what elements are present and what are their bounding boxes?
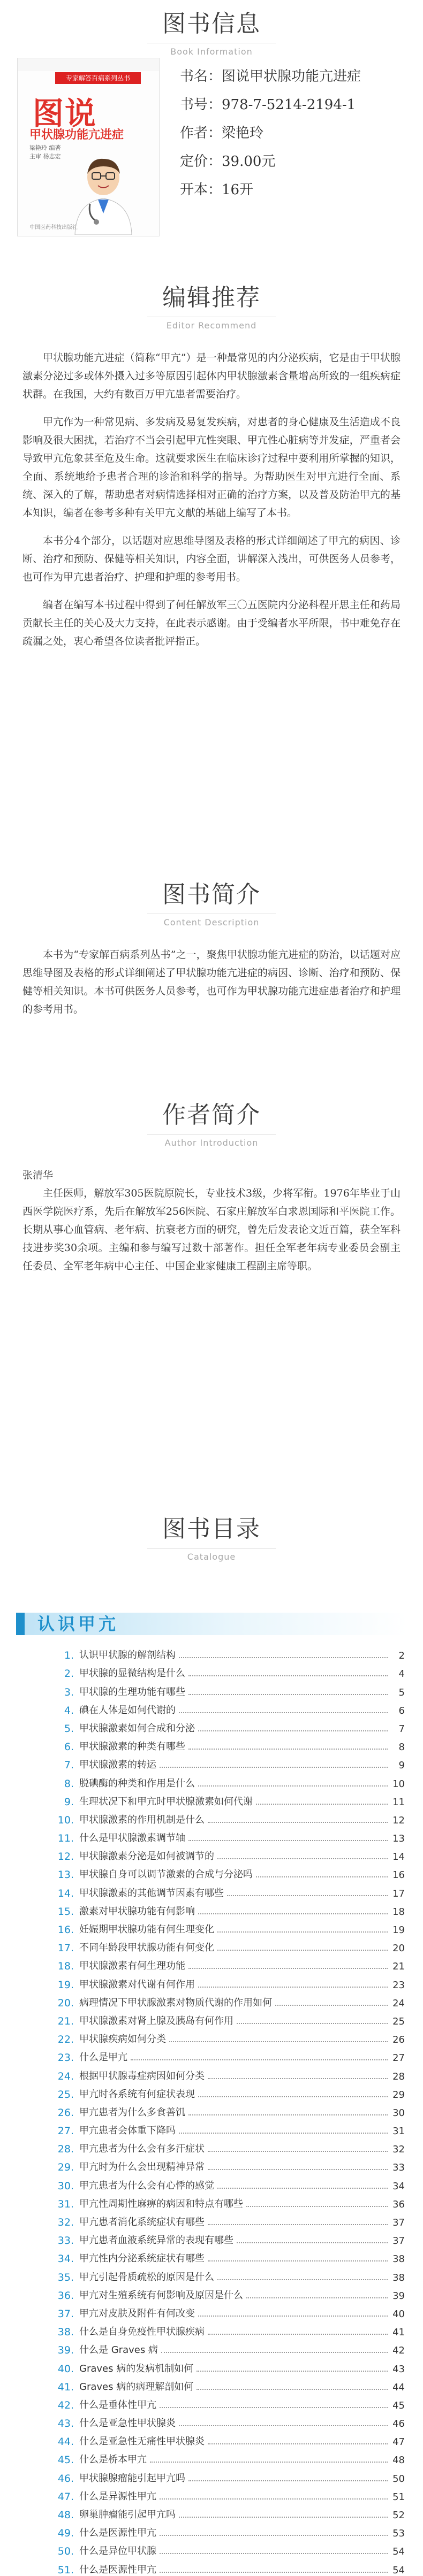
item-title: 甲状腺的生理功能有哪些 xyxy=(79,1686,185,1698)
book-isbn: 书号：978-7-5214-2194-1 xyxy=(180,97,356,113)
item-page: 6 xyxy=(398,1705,405,1716)
cover-publisher: 中国医药科技出版社 xyxy=(29,225,78,231)
item-number: 36. xyxy=(57,2289,74,2302)
dot-leader xyxy=(217,1931,388,1933)
item-number: 7. xyxy=(64,1759,74,1772)
dot-leader xyxy=(197,2371,388,2372)
dot-leader xyxy=(169,2041,388,2042)
catalogue-item xyxy=(51,1972,405,1990)
section-subtitle: Book Information xyxy=(147,43,276,57)
item-number: 2. xyxy=(64,1668,74,1680)
editor-section xyxy=(0,278,423,650)
catalogue-item xyxy=(51,1790,405,1808)
item-page: 43 xyxy=(392,2363,405,2375)
book-author: 作者：梁艳玲 xyxy=(180,125,264,141)
item-page: 48 xyxy=(392,2455,405,2466)
dot-leader xyxy=(227,1895,388,1896)
item-title: 甲亢性周期性麻痹的病因和特点有哪些 xyxy=(79,2198,243,2210)
item-number: 29. xyxy=(57,2161,74,2174)
item-page: 27 xyxy=(392,2052,405,2064)
item-page: 11 xyxy=(392,1796,405,1808)
catalogue-item xyxy=(51,2557,405,2575)
item-title: 甲状腺疾病如何分类 xyxy=(79,2034,166,2045)
dot-leader xyxy=(208,2151,388,2152)
author-paragraph: 主任医师，解放军305医院原院长，专业技术3级，少将军衔。1976年毕业于山西医学院医疗系，先后在解放军256医院、石家庄解放军白求恩国际和平医院工作。长期从事心血管病、老年病、抗衰老方面的研究，曾先后发表论文近百篇，获全军科技进步奖30余项。主编和参与编写过数十部著作。担任全军老年病专业委员会副主任委员、全军老年病中心主任、中国企业家健康工程副主席等职。 xyxy=(22,1187,401,1272)
item-page: 52 xyxy=(392,2510,405,2521)
item-number: 37. xyxy=(57,2307,74,2320)
item-title: 甲状腺腺瘤能引起甲亢吗 xyxy=(79,2472,185,2484)
catalogue-item xyxy=(51,2466,405,2484)
item-title: 甲亢患者为什么会有心悸的感觉 xyxy=(79,2180,214,2191)
dot-leader xyxy=(256,1876,388,1877)
dot-leader xyxy=(179,2133,388,2134)
item-number: 22. xyxy=(57,2034,74,2046)
item-number: 8. xyxy=(64,1777,74,1790)
item-title: 甲状腺激素对肾上腺及胰岛有何作用 xyxy=(79,2015,233,2027)
item-page: 9 xyxy=(398,1760,405,1772)
dot-leader xyxy=(208,1822,388,1823)
catalogue-item xyxy=(51,1808,405,1826)
item-title: Graves 病的发病机制如何 xyxy=(79,2363,194,2374)
catalogue-item xyxy=(51,1918,405,1936)
item-number: 45. xyxy=(57,2454,74,2466)
item-title: 甲亢患者血液系统异常的表现有哪些 xyxy=(79,2235,233,2247)
item-number: 16. xyxy=(57,1924,74,1936)
item-number: 17. xyxy=(57,1942,74,1954)
item-page: 34 xyxy=(392,2180,405,2192)
item-title: Graves 病的病理解剖如何 xyxy=(79,2381,194,2393)
item-page: 46 xyxy=(392,2418,405,2430)
item-number: 48. xyxy=(57,2509,74,2521)
catalogue-item xyxy=(51,2265,405,2283)
catalogue-item xyxy=(51,2027,405,2045)
catalogue-item xyxy=(51,2137,405,2155)
item-title: 什么是亚急性无痛性甲状腺炎 xyxy=(79,2436,205,2448)
item-title: 什么是医源性甲亢 xyxy=(79,2564,156,2575)
item-page: 24 xyxy=(392,1997,405,2009)
item-title: 甲亢时为什么会出现精神异常 xyxy=(79,2161,205,2173)
item-number: 23. xyxy=(57,2052,74,2064)
dot-leader xyxy=(161,2352,388,2353)
editor-paragraph: 甲亢作为一种常见病、多发病及易复发疾病，对患者的身心健康及生活造成不良影响及很大困扰，若治疗不当会引起甲亢性突眼、甲亢性心脏病等并发症，严重者会导致甲亢危象甚至危及生命。这就要求医生在临床诊疗过程中要利用所掌握的知识，全面、系统地给予患者合理的诊治和科学的指导。为帮助医生对甲亢进行全面、系统、深入的了解，帮助患者对病情选择相对正确的治疗方案，以及普及防治甲亢的基本知识，编者在参考多种有关甲亢文献的基础上编写了本书。 xyxy=(22,416,401,519)
cover-big-title: 图说 xyxy=(33,95,97,132)
cover-author-line: 梁艳玲 编著 xyxy=(29,144,61,151)
item-number: 51. xyxy=(57,2564,74,2576)
editor-paragraph: 甲状腺功能亢进症（简称“甲亢”）是一种最常见的内分泌疾病，它是由于甲状腺激素分泌过多或体外摄入过多等原因引起体内甲状腺激素含量增高所致的一组疾病症状群。在我国，大约有数百万甲亢患者需要治疗。 xyxy=(22,352,401,400)
dot-leader xyxy=(198,1785,388,1787)
item-number: 33. xyxy=(57,2235,74,2247)
item-page: 26 xyxy=(392,2034,405,2046)
item-title: 甲状腺自身可以调节激素的合成与分泌吗 xyxy=(79,1869,253,1881)
cover-author xyxy=(29,144,61,161)
item-title: 什么是 Graves 病 xyxy=(79,2344,158,2356)
item-title: 甲亢患者消化系统症状有哪些 xyxy=(79,2217,205,2228)
item-number: 49. xyxy=(57,2527,74,2540)
dot-leader xyxy=(208,2260,388,2261)
catalogue-item xyxy=(51,1899,405,1918)
item-number: 43. xyxy=(57,2418,74,2430)
item-number: 11. xyxy=(57,1833,74,1845)
dot-leader xyxy=(179,2425,388,2426)
book-info-list xyxy=(180,65,361,207)
section-subtitle: Content Description xyxy=(147,914,276,927)
section-title: 图书目录 xyxy=(162,1515,261,1543)
item-title: 什么是医源性甲亢 xyxy=(79,2527,156,2539)
item-page: 47 xyxy=(392,2436,405,2448)
dot-leader xyxy=(131,2059,388,2060)
section-subtitle: Author Introduction xyxy=(147,1134,276,1148)
section-title: 作者简介 xyxy=(162,1101,261,1129)
catalogue-item xyxy=(51,2485,405,2503)
item-title: 生理状况下和甲亢时甲状腺激素如何代谢 xyxy=(79,1796,253,1807)
item-number: 27. xyxy=(57,2125,74,2137)
item-number: 1. xyxy=(64,1650,74,1662)
section-subtitle: Catalogue xyxy=(147,1548,276,1562)
item-title: 根据甲状腺毒症病因如何分类 xyxy=(79,2070,205,2082)
item-page: 39 xyxy=(392,2290,405,2302)
item-number: 44. xyxy=(57,2436,74,2448)
dot-leader xyxy=(217,2188,388,2189)
content-paragraph: 本书为“专家解百病系列丛书”之一，聚焦甲状腺功能亢进症的防治，以话题对应思维导图及表格的形式详细阐述了甲状腺功能亢进症的病因、诊断、治疗和预防、保健等相关知识。本书可供医务人员参考，也可作为甲状腺功能亢进症患者治疗和护理的参考用书。 xyxy=(22,949,401,1015)
dot-leader xyxy=(208,2224,388,2225)
catalogue-item xyxy=(51,1936,405,1954)
book-name: 书名：图说甲状腺功能亢进症 xyxy=(180,68,361,85)
item-title: 甲状腺激素的转运 xyxy=(79,1759,156,1771)
dot-leader xyxy=(160,2407,388,2408)
item-number: 5. xyxy=(64,1722,74,1735)
item-page: 10 xyxy=(392,1778,405,1790)
item-title: 认识甲状腺的解剖结构 xyxy=(79,1650,176,1661)
dot-leader xyxy=(237,2242,388,2243)
item-number: 50. xyxy=(57,2546,74,2558)
dot-leader xyxy=(246,2206,388,2207)
dot-leader xyxy=(188,2114,388,2115)
item-title: 甲亢时各系统有何症状表现 xyxy=(79,2088,195,2100)
item-title: 碘在人体是如何代谢的 xyxy=(79,1704,176,1716)
item-number: 46. xyxy=(57,2472,74,2485)
item-title: 什么是垂体性甲亢 xyxy=(79,2399,156,2411)
dot-leader xyxy=(208,2334,388,2335)
item-title: 什么是亚急性甲状腺炎 xyxy=(79,2418,176,2429)
item-number: 42. xyxy=(57,2399,74,2411)
item-page: 31 xyxy=(392,2126,405,2137)
cover-topbar xyxy=(18,58,159,71)
item-page: 51 xyxy=(392,2491,405,2503)
dot-leader xyxy=(160,2535,388,2536)
catalogue-item xyxy=(51,2320,405,2338)
item-number: 6. xyxy=(64,1741,74,1753)
dot-leader xyxy=(198,2316,388,2317)
catalogue-item xyxy=(51,2393,405,2411)
item-number: 15. xyxy=(57,1905,74,1918)
item-number: 10. xyxy=(57,1814,74,1826)
catalogue-item xyxy=(51,2192,405,2210)
item-page: 54 xyxy=(392,2564,405,2576)
item-page: 28 xyxy=(392,2071,405,2082)
item-page: 12 xyxy=(392,1814,405,1826)
item-title: 什么是甲亢 xyxy=(79,2052,127,2064)
item-page: 13 xyxy=(392,1833,405,1845)
item-number: 41. xyxy=(57,2381,74,2393)
catalogue-item xyxy=(51,2338,405,2356)
dot-leader xyxy=(208,2078,388,2079)
item-title: 甲状腺激素的其他调节因素有哪些 xyxy=(79,1887,224,1899)
catalogue-item xyxy=(51,2356,405,2374)
item-number: 47. xyxy=(57,2490,74,2503)
item-title: 什么是异位甲状腺 xyxy=(79,2546,156,2557)
catalogue-item xyxy=(51,2155,405,2173)
item-page: 29 xyxy=(392,2089,405,2100)
item-title: 什么是桥本甲亢 xyxy=(79,2454,147,2466)
catalogue-part-title: 认识甲亢 xyxy=(37,1614,119,1634)
dot-leader xyxy=(246,2297,388,2298)
dot-leader xyxy=(208,2443,388,2444)
dot-leader xyxy=(179,1712,388,1713)
book-format: 开本：16开 xyxy=(180,182,254,198)
catalogue-item xyxy=(51,2283,405,2302)
dot-leader xyxy=(150,2462,388,2463)
item-number: 38. xyxy=(57,2326,74,2339)
catalogue-part-band xyxy=(16,1613,407,1635)
item-number: 4. xyxy=(64,1704,74,1716)
section-title: 图书简介 xyxy=(162,881,261,908)
item-page: 54 xyxy=(392,2546,405,2558)
item-title: 什么是自身免疫性甲状腺疾病 xyxy=(79,2326,205,2338)
item-title: 卵巢肿瘤能引起甲亢吗 xyxy=(79,2509,176,2520)
item-number: 21. xyxy=(57,2015,74,2027)
catalogue-item xyxy=(51,2045,405,2064)
catalogue-item xyxy=(51,2448,405,2466)
item-number: 24. xyxy=(57,2070,74,2082)
item-page: 4 xyxy=(398,1668,405,1680)
dot-leader xyxy=(198,1913,388,1914)
item-page: 40 xyxy=(392,2308,405,2320)
dot-leader xyxy=(179,2517,388,2518)
item-number: 40. xyxy=(57,2363,74,2375)
catalogue-item xyxy=(51,1661,405,1680)
cover-author-line: 主审 杨志宏 xyxy=(29,153,61,160)
dot-leader xyxy=(208,2169,388,2170)
item-page: 37 xyxy=(392,2235,405,2247)
catalogue-item xyxy=(51,1735,405,1753)
catalogue-item xyxy=(51,1716,405,1735)
item-page: 19 xyxy=(392,1925,405,1936)
catalogue-item xyxy=(51,1826,405,1844)
dot-leader xyxy=(188,1694,388,1695)
item-title: 甲状腺激素有何生理功能 xyxy=(79,1960,185,1972)
dot-leader xyxy=(188,1749,388,1750)
item-number: 35. xyxy=(57,2271,74,2283)
catalogue-item xyxy=(51,1680,405,1698)
item-page: 16 xyxy=(392,1869,405,1881)
catalogue-item xyxy=(51,1698,405,1716)
item-title: 病理情况下甲状腺激素对物质代谢的作用如何 xyxy=(79,1997,272,2008)
item-page: 41 xyxy=(392,2327,405,2339)
item-page: 53 xyxy=(392,2528,405,2540)
item-title: 激素对甲状腺功能有何影响 xyxy=(79,1905,195,1917)
item-page: 23 xyxy=(392,1979,405,1991)
catalogue-item xyxy=(51,1771,405,1789)
dot-leader xyxy=(188,1675,388,1676)
item-title: 甲亢引起骨质疏松的原因是什么 xyxy=(79,2271,214,2283)
item-page: 17 xyxy=(392,1888,405,1899)
band-marker xyxy=(16,1613,25,1635)
item-number: 9. xyxy=(64,1796,74,1808)
dot-leader xyxy=(160,1767,388,1768)
catalogue-item xyxy=(51,1991,405,2009)
item-page: 32 xyxy=(392,2144,405,2156)
dot-leader xyxy=(198,2096,388,2097)
dot-leader xyxy=(275,2005,388,2006)
item-page: 44 xyxy=(392,2381,405,2393)
section-subtitle: Editor Recommend xyxy=(147,317,276,331)
catalogue-item xyxy=(51,1881,405,1899)
catalogue-item xyxy=(51,2009,405,2027)
catalogue-item xyxy=(51,2411,405,2429)
item-number: 32. xyxy=(57,2217,74,2228)
catalogue-item xyxy=(51,2119,405,2137)
dot-leader xyxy=(160,2572,388,2573)
dot-leader xyxy=(188,1968,388,1969)
item-page: 20 xyxy=(392,1943,405,1954)
dot-leader xyxy=(198,1730,388,1731)
item-page: 8 xyxy=(398,1742,405,1753)
item-page: 14 xyxy=(392,1851,405,1863)
item-page: 7 xyxy=(398,1723,405,1735)
catalogue-item xyxy=(51,2210,405,2228)
section-title: 编辑推荐 xyxy=(162,284,261,311)
catalogue-item xyxy=(51,2173,405,2191)
book-info-heading-group xyxy=(0,4,423,57)
catalogue-item xyxy=(51,2539,405,2557)
catalogue-item xyxy=(51,1844,405,1862)
item-title: 甲亢患者为什么多食善饥 xyxy=(79,2106,185,2118)
item-title: 甲状腺激素如何合成和分泌 xyxy=(79,1722,195,1734)
catalogue-item xyxy=(51,2375,405,2393)
dot-leader xyxy=(237,2023,388,2024)
author-name: 张清华 xyxy=(22,1169,54,1181)
catalogue-item xyxy=(51,1753,405,1771)
item-title: 脱碘酶的种类和作用是什么 xyxy=(79,1777,195,1789)
cover-title: 甲状腺功能亢进症 xyxy=(29,128,124,142)
item-number: 30. xyxy=(57,2180,74,2192)
item-title: 甲状腺的显微结构是什么 xyxy=(79,1668,185,1680)
item-page: 37 xyxy=(392,2217,405,2228)
item-page: 5 xyxy=(398,1686,405,1698)
catalogue-item xyxy=(51,2082,405,2100)
item-page: 33 xyxy=(392,2162,405,2174)
item-page: 50 xyxy=(392,2473,405,2485)
item-number: 18. xyxy=(57,1960,74,1973)
item-title: 甲状腺激素的种类有哪些 xyxy=(79,1741,185,1753)
dot-leader xyxy=(256,1804,388,1805)
catalogue-item xyxy=(51,1643,405,1661)
item-page: 30 xyxy=(392,2107,405,2119)
catalogue-item xyxy=(51,2247,405,2265)
item-title: 甲亢患者会体重下降吗 xyxy=(79,2125,176,2137)
item-page: 38 xyxy=(392,2272,405,2283)
item-title: 甲亢对皮肤及附件有何改变 xyxy=(79,2307,195,2319)
item-number: 20. xyxy=(57,1997,74,2009)
item-page: 36 xyxy=(392,2198,405,2210)
item-title: 什么是甲状腺激素调节轴 xyxy=(79,1833,185,1844)
catalogue-item xyxy=(51,1862,405,1881)
item-number: 12. xyxy=(57,1851,74,1863)
catalogue-item xyxy=(51,1954,405,1972)
book-cover-image xyxy=(17,58,160,236)
dot-leader xyxy=(217,1858,388,1859)
item-page: 21 xyxy=(392,1961,405,1973)
item-title: 妊娠期甲状腺功能有何生理变化 xyxy=(79,1924,214,1935)
catalogue-item xyxy=(51,2429,405,2448)
editor-paragraph: 本书分4个部分，以话题对应思维导图及表格的形式详细阐述了甲亢的病因、诊断、治疗和预防、保健等相关知识，内容全面，讲解深入浅出，可供医务人员参考，也可作为甲亢患者治疗、护理和护理的参考用书。 xyxy=(22,535,401,583)
editor-paragraph: 编者在编写本书过程中得到了何任解放军三〇五医院内分泌科程开思主任和药局贡献长主任的关心及大力支持，在此表示感谢。由于受编者水平所限，书中难免存在疏漏之处，衷心希望各位读者批评指正。 xyxy=(22,599,401,647)
item-title: 不同年龄段甲状腺功能有何变化 xyxy=(79,1942,214,1954)
dot-leader xyxy=(198,1987,388,1988)
item-title: 甲状腺激素对代谢有何作用 xyxy=(79,1979,195,1990)
dot-leader xyxy=(197,2389,388,2390)
item-number: 31. xyxy=(57,2198,74,2210)
dot-leader xyxy=(188,1840,388,1841)
catalogue-item xyxy=(51,2064,405,2082)
item-number: 14. xyxy=(57,1887,74,1899)
item-page: 45 xyxy=(392,2399,405,2411)
content-section xyxy=(0,875,423,1018)
item-page: 18 xyxy=(392,1906,405,1918)
item-page: 25 xyxy=(392,2015,405,2027)
section-title: 图书信息 xyxy=(162,10,261,37)
author-section xyxy=(0,1095,423,1275)
item-page: 2 xyxy=(398,1650,405,1662)
catalogue-item xyxy=(51,2302,405,2320)
doctor-illustration xyxy=(69,155,138,235)
item-number: 19. xyxy=(57,1979,74,1991)
dot-leader xyxy=(188,2480,388,2481)
catalogue-item xyxy=(51,2503,405,2521)
item-title: 甲亢患者为什么会有多汗症状 xyxy=(79,2143,205,2155)
item-title: 甲状腺激素分泌是如何被调节的 xyxy=(79,1851,214,1862)
catalogue-item xyxy=(51,2228,405,2247)
catalogue-item xyxy=(51,2100,405,2119)
item-title: 什么是异源性甲亢 xyxy=(79,2490,156,2502)
item-page: 42 xyxy=(392,2345,405,2357)
item-title: 甲亢对生殖系统有何影响及原因是什么 xyxy=(79,2289,243,2301)
cover-series-ribbon: 专家解答百病系列丛书 xyxy=(55,72,141,84)
item-number: 34. xyxy=(57,2253,74,2265)
item-number: 25. xyxy=(57,2088,74,2100)
item-number: 26. xyxy=(57,2106,74,2119)
book-price: 定价：39.00元 xyxy=(180,154,276,170)
catalogue-item xyxy=(51,2521,405,2539)
catalogue-list xyxy=(51,1643,405,2576)
dot-leader xyxy=(160,2498,388,2500)
item-number: 28. xyxy=(57,2143,74,2156)
item-page: 38 xyxy=(392,2253,405,2265)
dot-leader xyxy=(217,1950,388,1951)
item-number: 13. xyxy=(57,1869,74,1881)
item-number: 3. xyxy=(64,1686,74,1698)
dot-leader xyxy=(179,1657,388,1658)
dot-leader xyxy=(217,2279,388,2280)
item-title: 甲亢性内分泌系统症状有哪些 xyxy=(79,2253,205,2265)
catalogue-heading-group xyxy=(0,1509,423,1562)
dot-leader xyxy=(160,2553,388,2554)
item-title: 甲状腺激素的作用机制是什么 xyxy=(79,1814,205,1826)
item-number: 39. xyxy=(57,2344,74,2357)
